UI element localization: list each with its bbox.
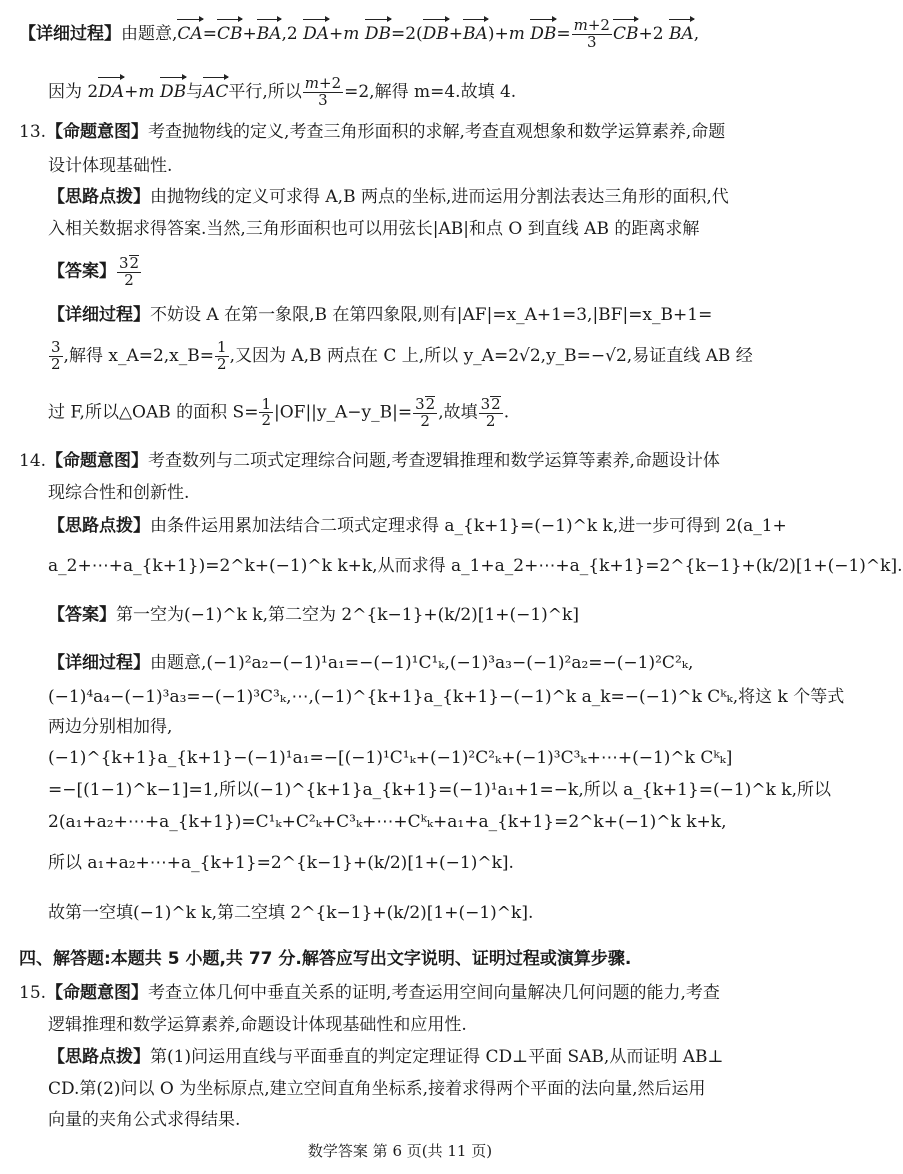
text: 考查抛物线的定义,考查三角形面积的求解,考查直观想象和数学运算素养,命题 (148, 122, 726, 142)
text: 考查数列与二项式定理综合问题,考查逻辑推理和数学运算等素养,命题设计体 (148, 451, 720, 471)
q13-detail-line-2: $\frac{3}{2}$ ,解得 x_A=2,x_B= $\frac{1}{2}$ ,又因为 A,B 两点在 C 上,所以 y_A=2√2,y_B=−√2,易证直线 AB 经 (51, 338, 753, 373)
q14-answer (48, 605, 579, 625)
q15-hint-line-2: CD.第(2)问以 O 为坐标原点,建立空间直角坐标系,接着求得两个平面的法向量,然后运用 (48, 1079, 706, 1099)
text: 由条件运用累加法结合二项式定理求得 a_{k+1}=(−1)^k k,进一步可得到 2(a_1+ (150, 516, 787, 536)
q14-detail-line-4: (−1)^{k+1}a_{k+1}−(−1)¹a₁=−[(−1)¹C¹ₖ+(−1)²C²ₖ+(−1)³C³ₖ+⋯+(−1)^k Cᵏₖ] (48, 748, 733, 768)
text: +2 (638, 24, 664, 44)
q14-detail-line-5: =−[(1−1)^k−1]=1,所以(−1)^{k+1}a_{k+1}=(−1)¹a₁+1=−k,所以 a_{k+1}=(−1)^k k,所以 (48, 780, 831, 800)
q13-detail-line-3: 过 F,所以△OAB 的面积 S= $\frac{1}{2}$ |OF||y_A−y_B|= $\frac{32}{2}$ ,故填 $\frac{32}{2}$ . (48, 394, 510, 430)
answer-label: 【答案】 (48, 261, 116, 282)
q12-detail-line-2: 因为 2DA+m DB与AC平行,所以 $\frac{m+2}{3}$ =2,解得 m=4.故填 4. (48, 74, 517, 109)
detail-label: 【详细过程】 (19, 24, 121, 44)
text: 平行,所以 (228, 82, 302, 102)
q13-hint-line-1 (48, 187, 729, 207)
text: 第一空为(−1)^k k,第二空为 2^{k−1}+(k/2)[1+(−1)^k] (116, 605, 579, 625)
text: 考查立体几何中垂直关系的证明,考查运用空间向量解决几何问题的能力,考查 (148, 983, 720, 1003)
q14-hint-line-1 (48, 516, 787, 536)
question-number-13: 13. (19, 122, 47, 142)
hint-label: 【思路点拨】 (48, 187, 150, 207)
hint-label: 【思路点拨】 (48, 516, 150, 536)
text: ,2 (281, 24, 298, 44)
text: ,又因为 A,B 两点在 C 上,所以 y_A=2√2,y_B=−√2,易证直线 AB 经 (229, 345, 753, 366)
q14-detail-line-1 (48, 653, 693, 673)
detail-label: 【详细过程】 (48, 653, 150, 673)
text: 由题意, (121, 24, 178, 44)
q13-intent-line-2: 设计体现基础性. (48, 156, 173, 176)
q14-detail-line-2: (−1)⁴a₄−(−1)³a₃=−(−1)³C³ₖ,⋯,(−1)^{k+1}a_{k+1}−(−1)^k a_k=−(−1)^k Cᵏₖ,将这 k 个等式 (48, 687, 845, 707)
q15-intent-line-2: 逻辑推理和数学运算素养,命题设计体现基础性和应用性. (48, 1015, 467, 1035)
q13-detail-line-1 (48, 305, 712, 325)
intent-label: 【命题意图】 (46, 122, 149, 142)
text: =2( (390, 24, 423, 44)
hint-label: 【思路点拨】 (48, 1047, 150, 1067)
text: 因为 2 (48, 82, 99, 102)
intent-label: 【命题意图】 (46, 983, 149, 1003)
text: 由抛物线的定义可求得 A,B 两点的坐标,进而运用分割法表达三角形的面积,代 (150, 187, 729, 207)
q12-detail-line-1: 【详细过程】由题意,CA=CB+BA,2 DA+m DB=2(DB+BA)+m DB= $\frac{m+2}{3}$ CB+2 BA, (19, 16, 700, 51)
text: 与 (186, 82, 204, 102)
q14-detail-line-3: 两边分别相加得, (48, 717, 173, 737)
intent-label: 【命题意图】 (46, 451, 149, 471)
text: |OF||y_A−y_B|= (273, 402, 413, 423)
q14-detail-line-8: 故第一空填(−1)^k k,第二空填 2^{k−1}+(k/2)[1+(−1)^k]. (48, 903, 534, 923)
q15-hint-line-1 (48, 1047, 724, 1067)
text: ,故填 (438, 402, 478, 423)
detail-label: 【详细过程】 (48, 305, 150, 325)
text: 过 F,所以△OAB 的面积 S= (48, 402, 259, 423)
answer-label: 【答案】 (48, 605, 116, 625)
question-number-14: 14. (19, 451, 47, 471)
text: 不妨设 A 在第一象限,B 在第四象限,则有|AF|=x_A+1=3,|BF|=x_B+1= (150, 305, 713, 325)
page-footer: 数学答案 第 6 页(共 11 页) (307, 1142, 493, 1160)
question-number-15: 15. (19, 983, 47, 1003)
q14-intent-line-1 (19, 451, 720, 471)
q14-detail-line-6: 2(a₁+a₂+⋯+a_{k+1})=C¹ₖ+C²ₖ+C³ₖ+⋯+Cᵏₖ+a₁+a_{k+1}=2^k+(−1)^k k+k, (48, 812, 727, 832)
section-4-heading: 四、解答题:本题共 5 小题,共 77 分.解答应写出文字说明、证明过程或演算步骤. (19, 949, 632, 969)
q15-intent-line-1 (19, 983, 720, 1003)
q13-intent-line-1 (19, 122, 725, 142)
text: ,解得 x_A=2,x_B= (63, 345, 215, 366)
q14-hint-line-2: a_2+⋯+a_{k+1})=2^k+(−1)^k k+k,从而求得 a_1+a_2+⋯+a_{k+1}=2^{k−1}+(k/2)[1+(−1)^k]. (48, 556, 903, 576)
text: 第(1)问运用直线与平面垂直的判定定理证得 CD⊥平面 SAB,从而证明 AB⊥ (150, 1047, 724, 1067)
q14-intent-line-2: 现综合性和创新性. (48, 483, 190, 503)
q14-detail-line-7: 所以 a₁+a₂+⋯+a_{k+1}=2^{k−1}+(k/2)[1+(−1)^k]. (48, 853, 514, 873)
q13-hint-line-2: 入相关数据求得答案.当然,三角形面积也可以用弦长|AB|和点 O 到直线 AB 的距离求解 (48, 219, 700, 239)
text: =2,解得 m=4.故填 4. (344, 82, 517, 102)
q13-answer: 【答案】 $\frac{32}{2}$ (48, 254, 140, 289)
q15-hint-line-3: 向量的夹角公式求得结果. (48, 1110, 241, 1130)
text: 由题意,(−1)²a₂−(−1)¹a₁=−(−1)¹C¹ₖ,(−1)³a₃−(−1)²a₂=−(−1)²C²ₖ, (150, 653, 694, 673)
